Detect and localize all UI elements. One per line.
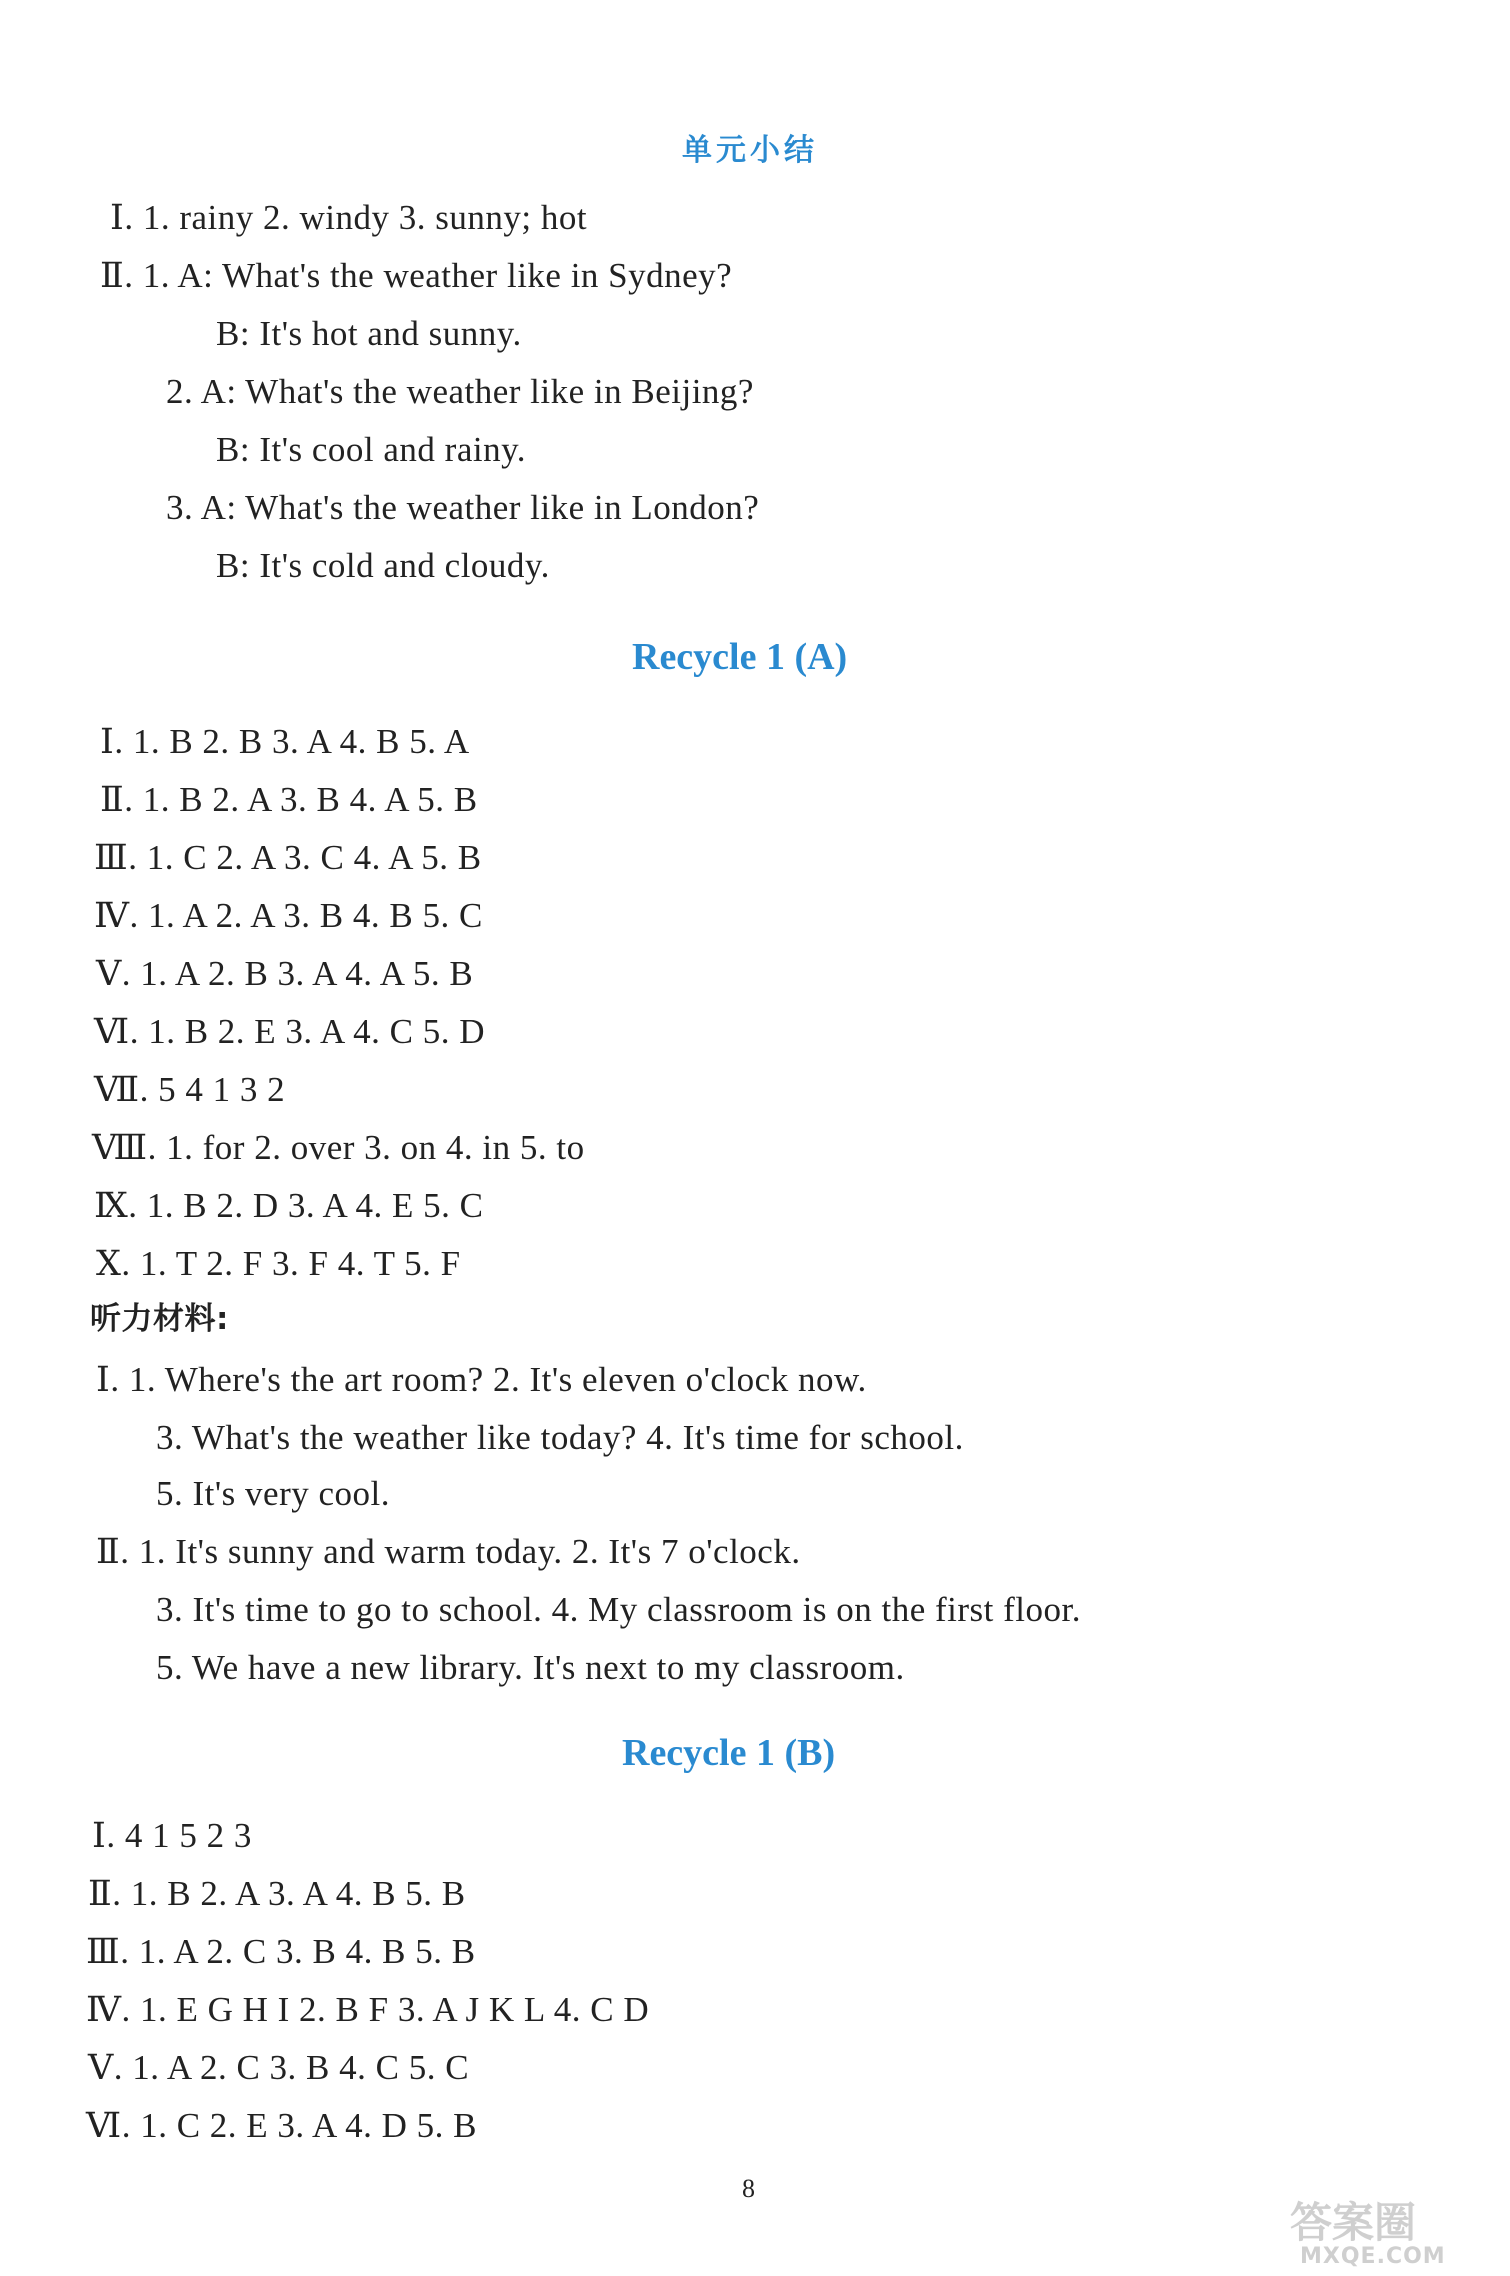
unit-summary-title: 单元小结 <box>682 133 818 168</box>
summary-line: Ⅱ. 1. A: What's the weather like in Sydney? <box>100 256 733 295</box>
listening-label: 听力材料: <box>90 1301 229 1337</box>
answer-line: Ⅸ. 1. B 2. D 3. A 4. E 5. C <box>94 1186 484 1225</box>
listening-line: Ⅰ. 1. Where's the art room? 2. It's eleven o'clock now. <box>96 1360 867 1399</box>
answer-line: Ⅲ. 1. C 2. A 3. C 4. A 5. B <box>94 838 482 877</box>
answer-line: Ⅳ. 1. A 2. A 3. B 4. B 5. C <box>94 896 483 935</box>
answer-line: Ⅰ. 1. B 2. B 3. A 4. B 5. A <box>100 722 470 761</box>
answer-line: Ⅴ. 1. A 2. C 3. B 4. C 5. C <box>88 2048 470 2087</box>
answer-line: Ⅷ. 1. for 2. over 3. on 4. in 5. to <box>92 1128 585 1167</box>
answer-line: Ⅵ. 1. C 2. E 3. A 4. D 5. B <box>86 2106 477 2145</box>
summary-line: 2. A: What's the weather like in Beijing? <box>166 372 754 411</box>
answer-line: Ⅲ. 1. A 2. C 3. B 4. B 5. B <box>86 1932 476 1971</box>
listening-line: Ⅱ. 1. It's sunny and warm today. 2. It's 7 o'clock. <box>96 1532 801 1571</box>
answer-line: Ⅵ. 1. B 2. E 3. A 4. C 5. D <box>94 1012 485 1051</box>
answer-line: Ⅶ. 5 4 1 3 2 <box>94 1070 286 1109</box>
listening-line: 5. We have a new library. It's next to my classroom. <box>156 1648 905 1687</box>
answer-line: Ⅴ. 1. A 2. B 3. A 4. A 5. B <box>96 954 474 993</box>
answer-line: Ⅱ. 1. B 2. A 3. A 4. B 5. B <box>88 1874 466 1913</box>
listening-line: 3. It's time to go to school. 4. My classroom is on the first floor. <box>156 1590 1081 1629</box>
page-number: 8 <box>742 2174 756 2203</box>
recycle-b-title: Recycle 1 (B) <box>622 1732 836 1774</box>
summary-line: B: It's hot and sunny. <box>216 314 522 353</box>
summary-line: Ⅰ. 1. rainy 2. windy 3. sunny; hot <box>110 198 588 237</box>
listening-line: 5. It's very cool. <box>156 1474 391 1513</box>
watermark-logo: 答案圈 <box>1290 2198 1417 2247</box>
listening-line: 3. What's the weather like today? 4. It's time for school. <box>156 1418 964 1457</box>
answer-line: Ⅱ. 1. B 2. A 3. B 4. A 5. B <box>100 780 478 819</box>
answer-line: Ⅰ. 4 1 5 2 3 <box>92 1816 252 1855</box>
summary-line: B: It's cool and rainy. <box>216 430 527 469</box>
summary-line: B: It's cold and cloudy. <box>216 546 550 585</box>
answer-line: Ⅳ. 1. E G H I 2. B F 3. A J K L 4. C D <box>86 1990 650 2029</box>
watermark-url: MXQE.COM <box>1300 2244 1446 2269</box>
answer-line: Ⅹ. 1. T 2. F 3. F 4. T 5. F <box>96 1244 461 1283</box>
recycle-a-title: Recycle 1 (A) <box>632 636 848 678</box>
summary-line: 3. A: What's the weather like in London? <box>166 488 760 527</box>
